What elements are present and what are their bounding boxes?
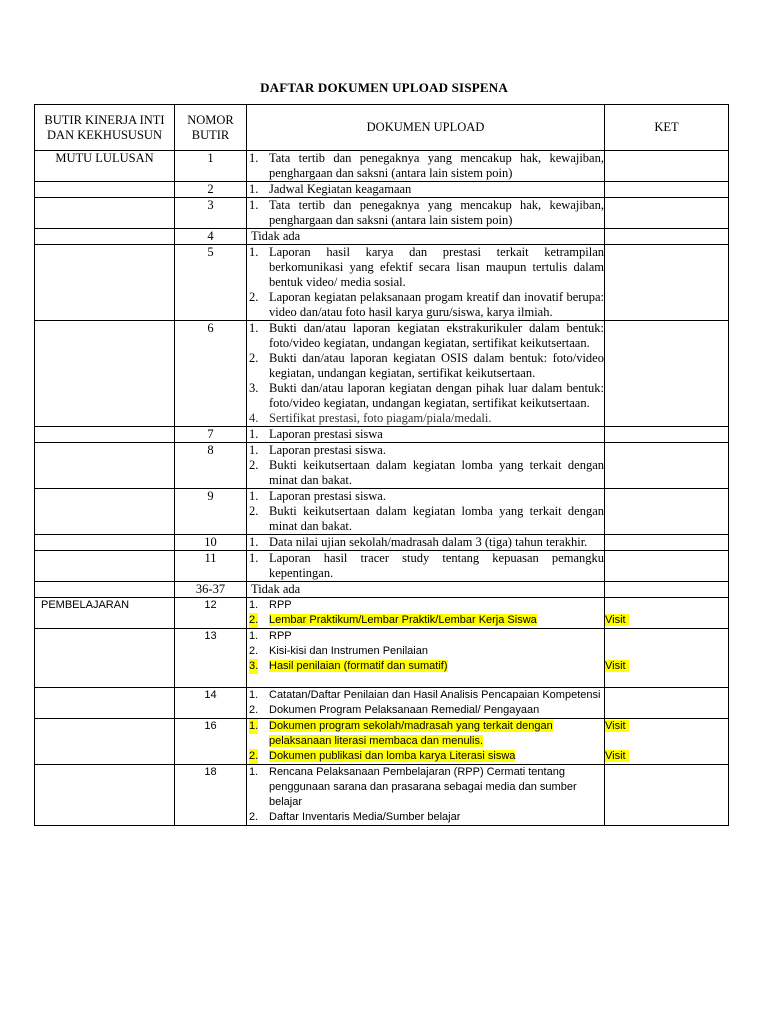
row-number: 7 [175,427,247,443]
list-item: 2. Daftar Inventaris Media/Sumber belajar [249,811,461,823]
table-row [35,765,729,826]
visit-link[interactable]: Visit [605,614,629,626]
document-title: DAFTAR DOKUMEN UPLOAD SISPENA [260,80,508,95]
list-item: 1. Tata tertib dan penegaknya yang mencakup hak, kewajiban, penghargaan dan saksni (antara lain sistem poin) [249,151,604,180]
list-item: 2. Bukti dan/atau laporan kegiatan OSIS dalam bentuk: foto/video kegiatan, undangan kegiatan, sertifikat keikutsertaan. [249,351,604,380]
table-row [35,719,729,765]
list-item: 1. Jadwal Kegiatan keagamaan [249,182,412,196]
list-item: 1. Catatan/Daftar Penilaian dan Hasil Analisis Pencapaian Kompetensi [249,689,601,701]
document-list [247,182,605,198]
document-list [247,489,605,535]
list-item: 1. Dokumen program sekolah/madrasah yang terkait dengan pelaksanaan literasi membaca dan menulis. [249,720,553,747]
visit-link[interactable]: Visit [605,660,629,672]
list-item: 1. Tata tertib dan penegaknya yang mencakup hak, kewajiban, penghargaan dan saksni (antara lain sistem poin) [249,198,604,227]
table-row [35,245,729,321]
header-number: NOMOR BUTIR [175,105,247,151]
row-number: 3 [175,198,247,229]
table-row [35,229,729,245]
row-number: 18 [175,765,247,826]
row-number: 9 [175,489,247,535]
note-cell [605,598,729,629]
list-item: 1. Laporan prestasi siswa. [249,443,386,457]
row-number: 4 [175,229,247,245]
list-item: 3. Bukti dan/atau laporan kegiatan dengan pihak luar dalam bentuk: foto/video kegiatan, undangan kegiatan, sertifikat keikutsertaan. [249,381,604,410]
list-item: 2. Lembar Praktikum/Lembar Praktik/Lembar Kerja Siswa [249,614,537,626]
visit-link[interactable]: Visit [605,720,629,732]
table-row [35,582,729,598]
row-number: 13 [175,629,247,688]
row-number: 12 [175,598,247,629]
document-list [247,598,605,629]
header-note: KET [605,105,729,151]
document-text: Tidak ada [247,582,605,598]
document-list [247,427,605,443]
note-cell [605,719,729,765]
row-number: 2 [175,182,247,198]
row-number: 8 [175,443,247,489]
list-item: 1. Data nilai ujian sekolah/madrasah dalam 3 (tiga) tahun terakhir. [249,535,588,549]
document-list [247,551,605,582]
document-list [247,765,605,826]
row-number: 1 [175,151,247,182]
header-criteria: BUTIR KINERJA INTI DAN KEKHUSUSUN [35,105,175,151]
table-row [35,535,729,551]
section-mutu-lulusan: MUTU LULUSAN [35,151,175,182]
table-row [35,629,729,688]
document-list [247,443,605,489]
list-item: 1. Bukti dan/atau laporan kegiatan ekstrakurikuler dalam bentuk: foto/video kegiatan, undangan kegiatan, sertifikat keikutsertaan. [249,321,604,350]
list-item: 2. Kisi-kisi dan Instrumen Penilaian [249,645,428,657]
list-item: 1. RPP [249,599,292,611]
list-item: 2. Laporan kegiatan pelaksanaan progam kreatif dan inovatif berupa: video dan/atau foto hasil karya guru/siswa, karya ilmiah. [249,290,604,319]
document-list [247,629,605,688]
row-number: 14 [175,688,247,719]
table-row [35,198,729,229]
document-list [247,151,605,182]
section-pembelajaran: PEMBELAJARAN [35,598,175,629]
header-document: DOKUMEN UPLOAD [247,105,605,151]
list-item: 2. Dokumen Program Pelaksanaan Remedial/ Pengayaan [249,704,540,716]
list-item: 1. Laporan hasil tracer study tentang kepuasan pemangku kepentingan. [249,551,604,580]
list-item: 1. Laporan prestasi siswa. [249,489,386,503]
list-item: 3. Hasil penilaian (formatif dan sumatif) [249,660,448,672]
document-text: Tidak ada [247,229,605,245]
row-number: 6 [175,321,247,427]
list-item: 1. Laporan hasil karya dan prestasi terkait ketrampilan berkomunikasi yang efektif secara lisan maupun tertulis dalam bentuk video/ media sosial. [249,245,604,289]
row-number: 10 [175,535,247,551]
document-list [247,198,605,229]
document-list [247,719,605,765]
row-number: 11 [175,551,247,582]
document-list [247,535,605,551]
document-list [247,321,605,427]
document-list [247,688,605,719]
table-row [35,427,729,443]
table-row [35,598,729,629]
note-cell [605,629,729,688]
table-row [35,321,729,427]
list-item: 4. Sertifikat prestasi, foto piagam/piala/medali. [249,411,492,425]
list-item: 2. Bukti keikutsertaan dalam kegiatan lomba yang terkait dengan minat dan bakat. [249,458,604,487]
list-item: 1. Rencana Pelaksanaan Pembelajaran (RPP) Cermati tentang penggunaan sarana dan prasarana sebagai media dan sumber belajar [249,766,577,808]
table-row [35,551,729,582]
row-number: 5 [175,245,247,321]
visit-link[interactable]: Visit [605,750,629,762]
table-row [35,182,729,198]
list-item: 2. Bukti keikutsertaan dalam kegiatan lomba yang terkait dengan minat dan bakat. [249,504,604,533]
row-number: 36-37 [175,582,247,598]
list-item: 1. Laporan prestasi siswa [249,427,383,441]
table-row [35,443,729,489]
table-row [35,489,729,535]
row-number: 16 [175,719,247,765]
note-cell [605,151,729,182]
document-list [247,245,605,321]
table-row [35,688,729,719]
list-item: 2. Dokumen publikasi dan lomba karya Literasi siswa [249,750,516,762]
table-row [35,151,729,182]
table-header-row [35,105,729,151]
upload-document-table [34,104,729,826]
list-item: 1. RPP [249,630,292,642]
